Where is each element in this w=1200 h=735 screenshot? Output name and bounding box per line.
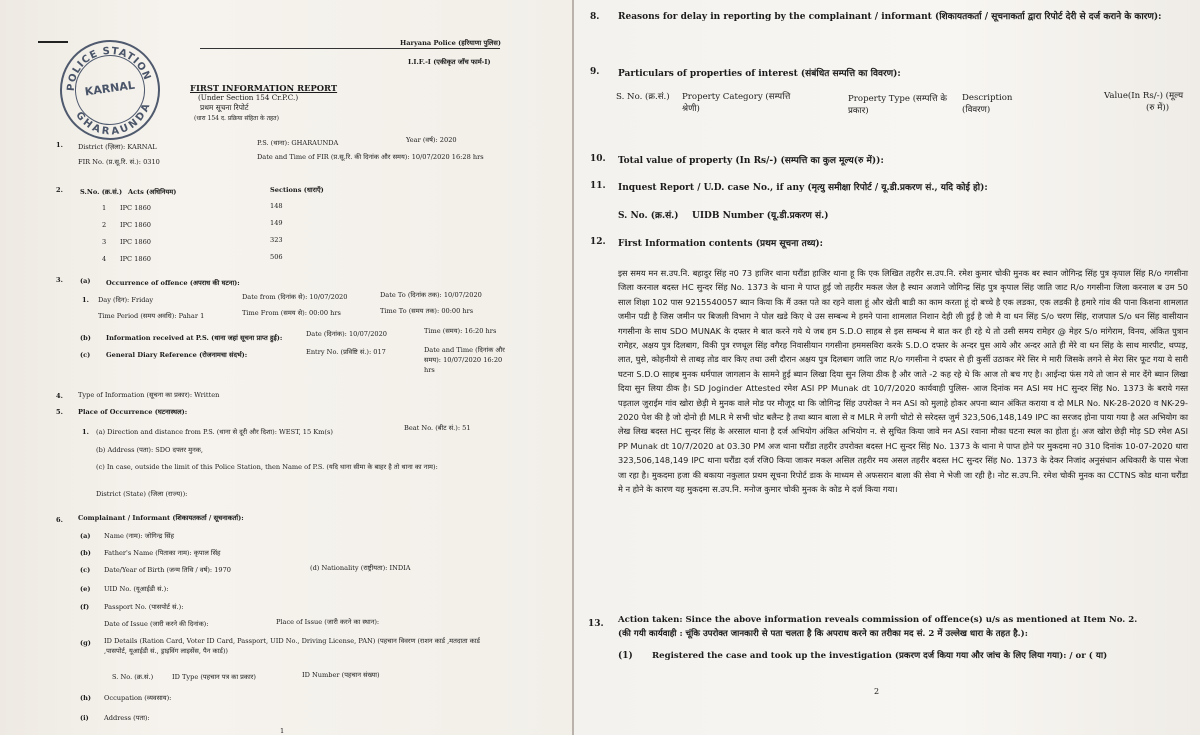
gd-datetime-3: hrs xyxy=(424,366,435,374)
acts-col-sno: S.No. (क्र.सं.) xyxy=(80,188,123,196)
s6-b: (b) xyxy=(80,549,91,557)
fir-no-field: FIR No. (प्र.सू.रि. सं.): 0310 xyxy=(78,158,160,166)
prop-col-value-2: (रु में)) xyxy=(1146,103,1170,113)
acts-row-act: IPC 1860 xyxy=(120,255,151,263)
fir-title: FIRST INFORMATION REPORT xyxy=(190,83,338,93)
fir-page-1 xyxy=(0,0,572,735)
header-form-no: I.I.F.-I (एकीकृत जाँच फार्म-I) xyxy=(408,58,491,66)
beat-no-field: Beat No. (बीट सं.): 51 xyxy=(404,424,471,432)
acts-col-sections: Sections (धाराएँ) xyxy=(270,186,324,194)
s9-number: 9. xyxy=(590,67,600,77)
s3-day-num: 1. xyxy=(82,296,89,304)
inquest-report: Inquest Report / U.D. case No., if any (मृत्यु समीक्षा रिपोर्ट / यू.डी.प्रकरण सं., यदि कोई हो): xyxy=(618,183,988,193)
birth-year: Date/Year of Birth (जन्म तिथि / वर्ष): 1970 xyxy=(104,566,232,574)
total-property-value: Total value of property (In Rs/-) (सम्पत्ति का कुल मूल्य(रु में)): xyxy=(618,156,884,166)
action-taken-label-hi: (की गयी कार्यवाही : चूंकि उपरोक्त जानकारी से पता चलता है कि अपराध करने का तरीका मद सं. 2 में उल्लेख धारा के तहत है.): xyxy=(618,629,1028,639)
registered-case: Registered the case and took up the investigation (प्रकरण दर्ज किया गया और जांच के लिए लिया गया): / or ( या) xyxy=(652,651,1108,661)
s6-a: (a) xyxy=(80,532,91,540)
s3-number: 3. xyxy=(56,276,63,284)
time-period-field: Time Period (समय अवधि): Pahar 1 xyxy=(98,312,205,320)
prop-col-desc-2: (विवरण) xyxy=(962,105,991,115)
s8-number: 8. xyxy=(590,12,600,22)
occurrence-label: Occurrence of offence (अपराध की घटना): xyxy=(106,279,240,287)
s1-number: 1. xyxy=(56,141,63,149)
occupation: Occupation (व्यवसाय): xyxy=(104,694,172,702)
district-state-field: District (State) (जिला (राज्य)): xyxy=(96,490,188,498)
ps-field: P.S. (थाना): GHARAUNDA xyxy=(257,139,339,147)
prop-col-type-2: प्रकार) xyxy=(848,106,869,116)
page-number-1: 1 xyxy=(280,727,285,735)
father-name: Father's Name (पिताका नाम): कृपाल सिंह xyxy=(104,549,221,557)
stamp-bottom-text: GHARAUNDA xyxy=(73,101,153,138)
gd-datetime-1: Date and Time (दिनांक और xyxy=(424,346,505,354)
acts-row-sno: 1 xyxy=(102,204,107,212)
inquest-col-uidb: UIDB Number (यू.डी.प्रकरण सं.) xyxy=(692,211,829,221)
fir-page-2 xyxy=(574,0,1200,735)
first-info-label: First Information contents (प्रथम सूचना तथ्य): xyxy=(618,239,824,249)
nationality: (d) Nationality (राष्ट्रीयता): INDIA xyxy=(310,564,411,572)
svg-text:GHARAUNDA xyxy=(72,100,156,142)
prop-col-sno: S. No. (क्र.सं.) xyxy=(616,92,670,102)
direction-distance-field: (a) Direction and distance from P.S. (थाना से दूरी और दिशा): WEST, 15 Km(s) xyxy=(96,428,333,436)
s3-c: (c) xyxy=(80,351,91,359)
header-police: Haryana Police (हरियाणा पुलिस) xyxy=(400,39,501,47)
id-details-1: ID Details (Ration Card, Voter ID Card, Passport, UID No., Driving License, PAN) (पहचान विवरण (राशन कार्ड ,मतदाता कार्ड xyxy=(104,637,480,645)
s5-i-num: 1. xyxy=(82,428,89,436)
prop-col-category-1: Property Category (सम्पत्ति xyxy=(682,92,791,102)
header-rule xyxy=(200,48,500,49)
outside-ps-field: (c) In case, outside the limit of this Police Station, then Name of P.S. (यदि थाना सीमा के बाहर है तो थाना का नाम): xyxy=(96,463,438,471)
complainant-address: Address (पता): xyxy=(104,714,150,722)
acts-row-act: IPC 1860 xyxy=(120,238,151,246)
s3-a: (a) xyxy=(80,277,91,285)
s6-c: (c) xyxy=(80,566,91,574)
day-field: Day (दिन): Friday xyxy=(98,296,154,304)
police-station-stamp xyxy=(54,34,167,147)
acts-row-sno: 3 xyxy=(102,238,107,246)
s6-g: (g) xyxy=(80,639,91,647)
year-field: Year (वर्ष): 2020 xyxy=(406,136,457,144)
s12-number: 12. xyxy=(590,237,606,247)
s6-number: 6. xyxy=(56,516,63,524)
acts-row-section: 506 xyxy=(270,253,283,261)
fir-subtitle: (Under Section 154 Cr.P.C.) xyxy=(198,93,299,102)
acts-row-act: IPC 1860 xyxy=(120,204,151,212)
info-received-date: Date (दिनांक): 10/07/2020 xyxy=(306,330,387,338)
time-to-field: Time To (समय तक): 00:00 hrs xyxy=(380,307,474,315)
prop-col-category-2: श्रेणी) xyxy=(682,104,700,114)
info-received-label: Information received at P.S. (थाना जहां सूचना प्राप्त हुई): xyxy=(106,334,283,342)
stamp-top-text: POLICE STATION xyxy=(65,45,153,92)
s3-b: (b) xyxy=(80,334,91,342)
s5-number: 5. xyxy=(56,408,63,416)
prop-col-desc-1: Description xyxy=(962,93,1013,103)
district-field: District (ज़िला): KARNAL xyxy=(78,143,157,151)
gd-entry-no: Entry No. (प्रविष्टि सं.): 017 xyxy=(306,348,386,356)
fir-title-hi: प्रथम सूचना रिपोर्ट xyxy=(200,103,249,112)
complainant-label: Complainant / Informant (शिकायतकर्ता / सूचनाकर्ता): xyxy=(78,514,244,522)
acts-row-sno: 4 xyxy=(102,255,107,263)
action-taken-label: Action taken: Since the above information reveals commission of offence(s) u/s as mentioned at Item No. 2. xyxy=(618,615,1138,625)
address-field: (b) Address (पता): SDO दफ्तर मुनक, xyxy=(96,446,203,454)
id-details-2: ,पासपोर्ट, यूआईडी सं., ड्राइविंग लाइसेंस, पैन कार्ड)) xyxy=(104,647,228,655)
gd-reference-label: General Diary Reference (रोजनामचा संदर्भ): xyxy=(106,351,248,359)
issue-date: Date of Issue (जारी करने की दिनांक): xyxy=(104,620,209,628)
s2-number: 2. xyxy=(56,186,63,194)
pen-mark xyxy=(38,41,68,43)
stamp-mid-text: KARNAL xyxy=(84,78,136,99)
info-received-time: Time (समय): 16:20 hrs xyxy=(424,327,497,335)
acts-row-section: 148 xyxy=(270,202,283,210)
issue-place: Place of Issue (जारी करने का स्थान): xyxy=(276,618,380,626)
id-col-sno: S. No. (क्र.सं.) xyxy=(112,673,154,681)
s11-number: 11. xyxy=(590,181,606,191)
prop-col-type-1: Property Type (सम्पत्ति के xyxy=(848,94,947,104)
s6-f: (f) xyxy=(80,603,90,611)
passport-no: Passport No. (पासपोर्ट सं.): xyxy=(104,603,184,611)
info-type-field: Type of Information (सूचना का प्रकार): Written xyxy=(78,391,220,399)
s6-h: (h) xyxy=(80,694,92,702)
inquest-col-sno: S. No. (क्र.सं.) xyxy=(618,211,679,221)
first-info-content: इस समय मन स.उप.नि. बहादुर सिंह न0 73 हाजिर थाना घरौंडा हाजिर थाना हू कि एक लिखित तहरीर स.उप.नि. रमेश कुमार चोकी मुनक बर स्थान जोगिन्द्र सिंह पुत्र कृपाल सिंह R/o गगसीना जिला करनाल बदस्त HC सुन्दर सिंह No. 1373 के थाना मे पाप्त हुई जो तहरीर मकल जेल है स्थान अजाने जोगिन्द्र सिंह पुत्र कृपाल सिंह जाति जाट R/o गगसीना जिला करनाल ब उम 50 साल शिक्षा 102 पास 9215540057 ब्यान किया कि मैं उक्त पते का रहने वाला हूं और खेती बाडी का काम करता हूं दो बच्चे है एक लडका, एक लडकी है हमारे गांव की पाना किशना शामलात जमीन पडी है जिस जमीन पर बिजली विभाग ने पोल खडे किए थे उस सम्बन्ध मे हमने पाना शामलात निशान देही ली हुई है जो मै वा धन सिंह S/o चरण सिंह, राजपाल S/o धन सिंह वासीयान गगसीना के साथ SDO MUNAK के दफ्तर मे बात करने गये थे जब हम S.D.O साहब से इस सम्बन्ध मे बात कर ही रहे थे तो उसी समय रामेहर @ मेहर S/o मांगेराम, विनय, अंकित पुत्रान रामेहर, अक्षय पुत्र दिलबाग, विकी पुत्र रणधूल सिंह वगैरह निवासीयान गगसीना हममसविरा करके S.D.O दफ्तर के अन्दर घुस आये और अन्दर आते ही मेरे वा धन सिंह के साथ मारपीट, थप्पड़, लात, घुसे, कोहनीयो से ताबड़ तोड वार किए तथा उसी दौरान अक्षय पुत्र दिलबाग जाति जाट R/o गगसीना ने दफ्तर से ही कुर्सी उठाकर मेरे सिर मे मारी जिसके लगने से मेरा सिर फूट गया ये सारी घटना S.D.O साहब मुनक धर्मपाल जागलान के सामने हुई ब्यान लिखा दिया सुन लिया ठीक है और जाते -2 कह रहे थे कि आज तो बच गए है। आईन्दा फंस गये तो जान से मार देंगे ब्यान लिखा दिया सुन लिया ठीक है। SD Joginder Attested रमेश ASI PP Munak dt 10/7/2020 कार्यवाही पुलिस- आज दिनांक मन ASI मय HC सुन्दर सिंह No. 1373 के बराये गस्त पड़ताल जुराईम गांव खोरा छेड़ी मे मुनक वाले मोड पर मौजूद था कि जोगिन्द्र सिंह उपरोक्त ने मन ASI को मुलाहे होकर अपना ब्यान अंकित कराया व दो MLR No. NK-28-2020 व NK-29-2020 पेश की है जो दोनो ही MLR मे सभी चोट बलैन्ट है तथा ब्यान बाला से व MLR मे लगी चोटो से सरेदस्त जुर्म 323,506,148,149 IPC का सरजद होना पाया गया है अत अभियोग का लेख लिख बदस्त HC सुन्दर सिंह के अरसाल थाना है दर्ज अभियोग अंकित अभियोग न. से सुचित किया जावे मन ASI रवाना मौका घटना स्थल का होता हूं। अज खोरा छेड़ी मोड़ SD रमेश ASI PP Munak dt 10/7/2020 at 03.30 PM अज थाना घरौंडा तहरीर उपरोक्त बदस्त HC सुन्दर सिंह No. 1373 के थाना मे पाप्त होने पर मुकदमा न0 310 दिनांक 10-07-2020 धारा 323,506,148,149 IPC थाना घरौंडा दर्ज रजि0 किया जाकर मकल असिल तहरीर मय असल तहरीर बदस्त HC सुन्दर सिंह No. 1373 के देकर निजांद अनुसंधान अधिकारी के पास भेजा जा रहा है। मुकदमा हजा की बकाया नकुलात प्रथम सूचना रिपोर्ट डाक के माध्यम से अफसरान बाला की सेवा मे भेजी जा रही है। नोट स.उप.नि. रमेश चोकी मुनक का CCTNS कोड थाना घरौंडा मे न होने के कारण यह मुकदमा स.उप.नि. मनोज कुमार चोकी मुनक के कोड मे दर्ज किया गया। xyxy=(618,268,1188,495)
s4-number: 4. xyxy=(56,392,63,400)
acts-row-section: 149 xyxy=(270,219,283,227)
id-col-type: ID Type (पहचान पत्र का प्रकार) xyxy=(172,673,256,681)
acts-row-section: 323 xyxy=(270,236,283,244)
properties-label: Particulars of properties of interest (संबंधित सम्पत्ति का विवरण): xyxy=(618,69,901,79)
s10-number: 10. xyxy=(590,154,606,164)
acts-row-sno: 2 xyxy=(102,221,107,229)
uid-no: UID No. (यूआईडी सं.): xyxy=(104,585,169,593)
fir-datetime-field: Date and Time of FIR (प्र.सू.रि. की दिनांक और समय): 10/07/2020 16:28 hrs xyxy=(257,153,484,161)
place-occurrence-label: Place of Occurrence (घटनास्थल): xyxy=(78,408,188,416)
s6-i: (i) xyxy=(80,714,89,722)
acts-row-act: IPC 1860 xyxy=(120,221,151,229)
id-col-number: ID Number (पहचान संख्या) xyxy=(302,671,380,679)
prop-col-value-1: Value(In Rs/-) (मूल्य xyxy=(1104,91,1184,101)
delay-reasons: Reasons for delay in reporting by the complainant / informant (शिकायतकर्ता / सूचनाकर्ता द्वारा रिपोर्ट देरी से दर्ज कराने के कारण): xyxy=(618,12,1162,22)
date-to-field: Date To (दिनांक तक): 10/07/2020 xyxy=(380,291,482,299)
page-number-2: 2 xyxy=(874,687,880,696)
s13-i-num: (1) xyxy=(618,651,633,661)
s6-e: (e) xyxy=(80,585,91,593)
time-from-field: Time From (समय से): 00:00 hrs xyxy=(242,309,341,317)
s13-number: 13. xyxy=(588,619,604,629)
fir-title-hi2: (धारा 154 द. प्रक्रिया संहिता के तहत) xyxy=(194,115,279,122)
complainant-name: Name (नाम): जोगिन्द्र सिंह xyxy=(104,532,175,540)
acts-col-acts: Acts (अधिनियम) xyxy=(128,188,177,196)
date-from-field: Date from (दिनांक से): 10/07/2020 xyxy=(242,293,348,301)
gd-datetime-2: समय): 10/07/2020 16:20 xyxy=(424,356,503,364)
